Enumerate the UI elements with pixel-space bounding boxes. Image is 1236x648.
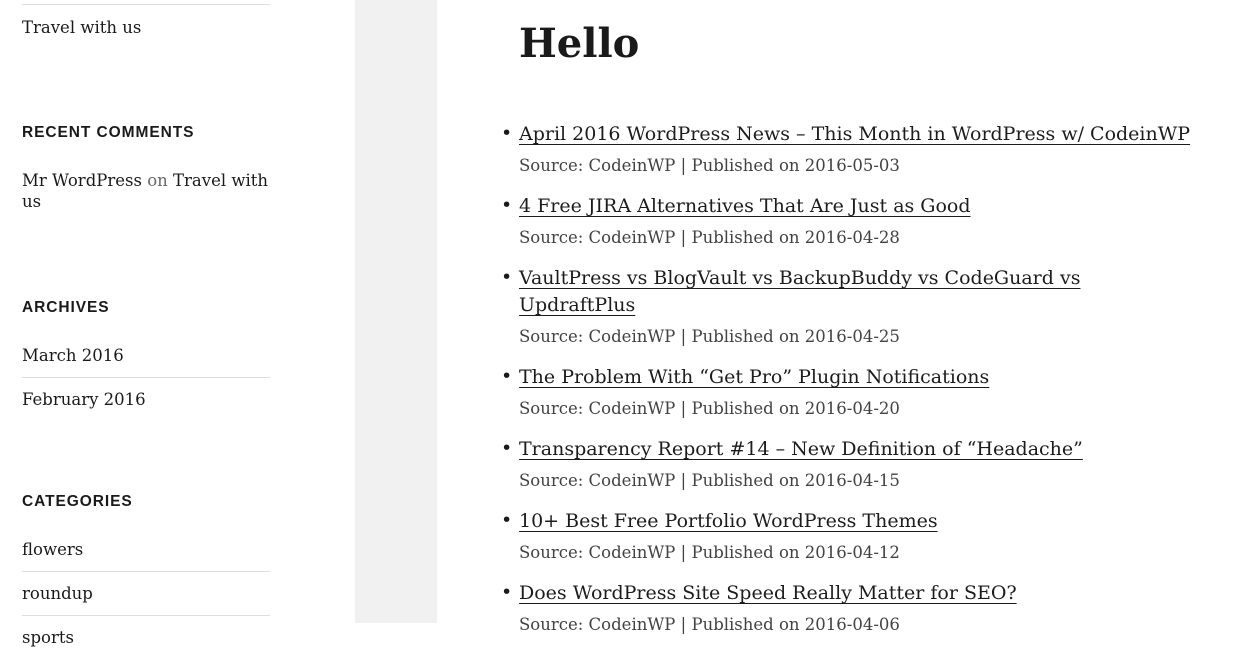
post-link[interactable]: 10+ Best Free Portfolio WordPress Themes — [519, 510, 938, 532]
archive-link-march-2016[interactable]: March 2016 — [22, 346, 124, 365]
post-item — [519, 265, 1196, 348]
post-meta: Source: CodeinWP | Published on 2016-04-28 — [519, 228, 900, 247]
post-link[interactable]: April 2016 WordPress News – This Month in WordPress w/ CodeinWP — [519, 123, 1191, 145]
categories-list-item — [22, 571, 270, 615]
widget-item-divider — [22, 4, 270, 5]
post-meta: Source: CodeinWP | Published on 2016-05-03 — [519, 156, 900, 175]
comment-post-link[interactable]: Travel with us — [22, 171, 269, 211]
categories-list-item — [22, 539, 270, 571]
comment-connector-text: on — [147, 171, 168, 190]
comment-author-link[interactable]: Mr WordPress — [22, 171, 142, 190]
archives-title: ARCHIVES — [22, 299, 110, 316]
post-item — [519, 436, 1196, 492]
archives-list — [22, 345, 270, 410]
post-item — [519, 508, 1196, 564]
categories-title: CATEGORIES — [22, 493, 133, 510]
archives-list-item — [22, 377, 270, 410]
post-meta: Source: CodeinWP | Published on 2016-04-25 — [519, 327, 900, 346]
categories-list-item — [22, 615, 270, 648]
post-list — [519, 121, 1196, 636]
post-link[interactable]: Transparency Report #14 – New Definition of “Headache” — [519, 438, 1083, 460]
categories-list — [22, 539, 270, 648]
archives-list-item — [22, 345, 270, 377]
category-link-flowers[interactable]: flowers — [22, 540, 84, 559]
post-meta: Source: CodeinWP | Published on 2016-04-06 — [519, 615, 900, 634]
post-item — [519, 580, 1196, 636]
post-link[interactable]: 4 Free JIRA Alternatives That Are Just as Good — [519, 195, 971, 217]
sidebar — [0, 0, 355, 647]
post-link[interactable]: Does WordPress Site Speed Really Matter for SEO? — [519, 582, 1017, 604]
recent-comments-title: RECENT COMMENTS — [22, 124, 195, 141]
post-meta: Source: CodeinWP | Published on 2016-04-15 — [519, 471, 900, 490]
background-band — [355, 0, 437, 623]
post-link[interactable]: The Problem With “Get Pro” Plugin Notifications — [519, 366, 990, 388]
post-item — [519, 121, 1196, 177]
post-meta: Source: CodeinWP | Published on 2016-04-12 — [519, 543, 900, 562]
archive-link-february-2016[interactable]: February 2016 — [22, 390, 146, 409]
post-link[interactable]: VaultPress vs BlogVault vs BackupBuddy vs CodeGuard vs UpdraftPlus — [519, 267, 1081, 316]
category-link-roundup[interactable]: roundup — [22, 584, 93, 603]
widget-area — [22, 4, 270, 648]
post-item — [519, 364, 1196, 420]
post-meta: Source: CodeinWP | Published on 2016-04-20 — [519, 399, 900, 418]
sidebar-recent-post-link-travel-with-us[interactable]: Travel with us — [22, 18, 142, 37]
post-item — [519, 193, 1196, 249]
page-title: Hello — [519, 20, 640, 67]
recent-comment-item — [22, 170, 270, 212]
category-link-sports[interactable]: sports — [22, 628, 74, 647]
main-content — [437, 0, 1236, 634]
